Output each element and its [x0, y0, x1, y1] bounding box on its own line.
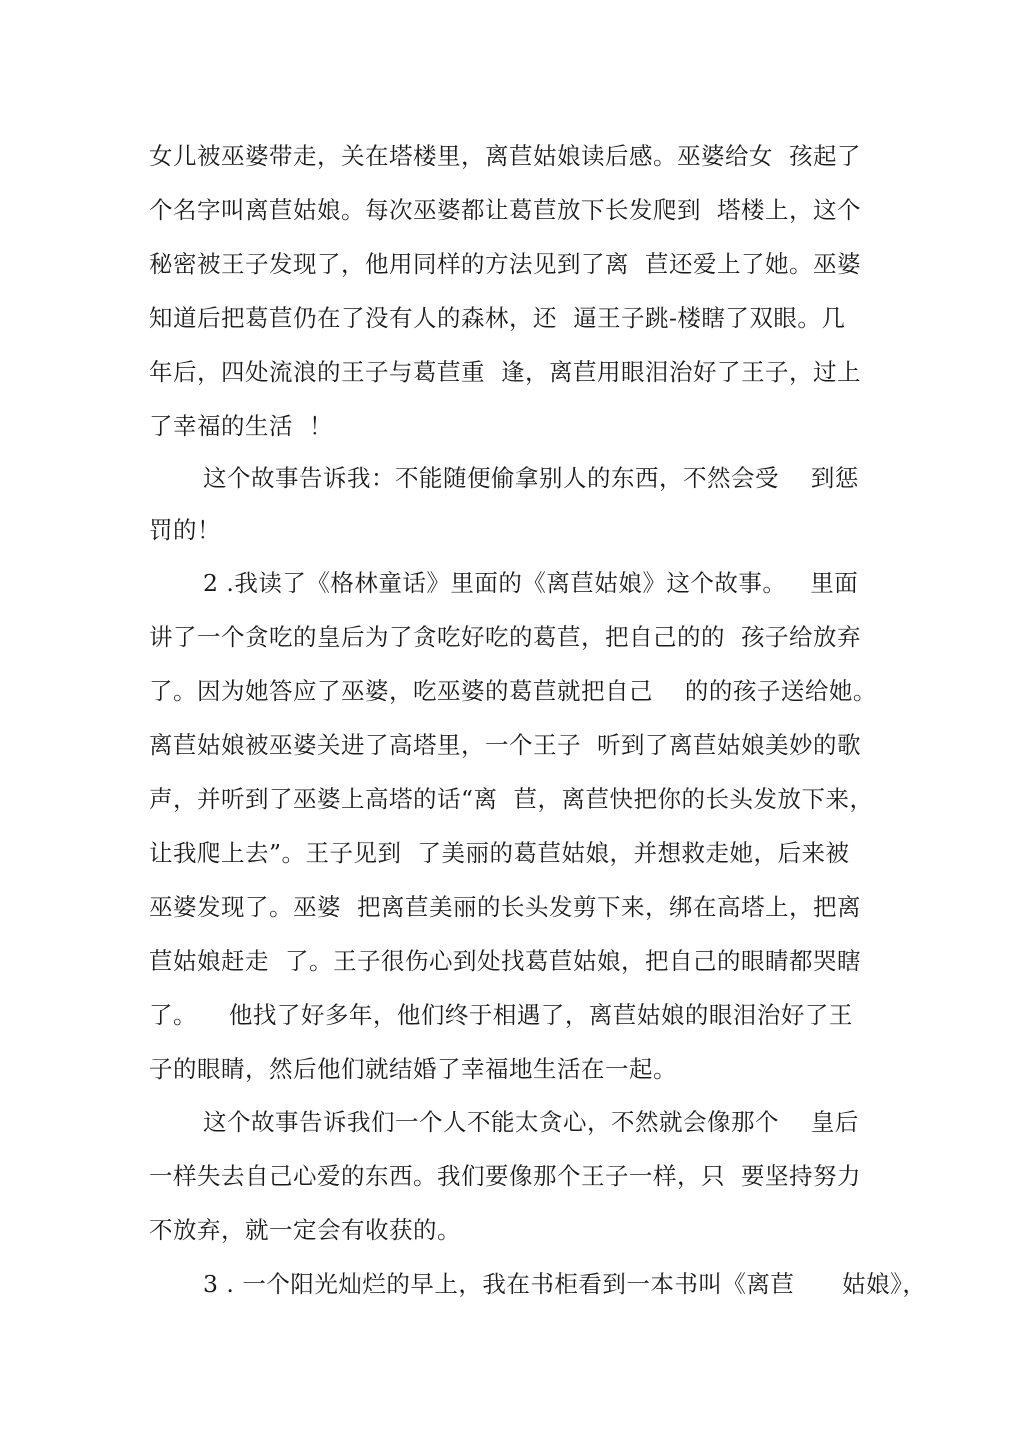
paragraph-3-line-1: 3 . 一个阳光灿烂的早上，我在书柜看到一本书叫《离苣 姑娘》， [203, 1270, 927, 1298]
paragraph-2-line-10: 子的眼睛，然后他们就结婚了幸福地生活在一起。 [149, 1055, 677, 1083]
paragraph-2-line-4: 离苣姑娘被巫婆关进了高塔里，一个王子 听到了离苣姑娘美妙的歌 [149, 731, 861, 759]
paragraph-2-line-1: 2 .我读了《格林童话》里面的《离苣姑娘》这个故事。 里面 [203, 569, 859, 597]
text-line-1: 女儿被巫婆带走，关在塔楼里，离苣姑娘读后感。巫婆给女 孩起了 [149, 142, 861, 170]
paragraph-moral-1-line-2: 罚的！ [149, 516, 221, 544]
paragraph-moral-2-line-1: 这个故事告诉我们一个人不能太贪心，不然就会像那个 皇后 [203, 1108, 859, 1136]
paragraph-2-line-6: 让我爬上去”。王子见到 了美丽的葛苣姑娘，并想救走她，后来被 [149, 839, 850, 867]
paragraph-2-line-9: 了。 他找了好多年，他们终于相遇了，离苣姑娘的眼泪治好了王 [149, 1001, 853, 1029]
paragraph-2-line-8: 苣姑娘赶走 了。王子很伤心到处找葛苣姑娘，把自己的眼睛都哭瞎 [149, 947, 861, 975]
paragraph-2-line-3: 了。因为她答应了巫婆，吃巫婆的葛苣就把自己 的的孩子送给她。 [149, 677, 877, 705]
text-line-5: 年后，四处流浪的王子与葛苣重 逢，离苣用眼泪治好了王子，过上 [149, 358, 861, 386]
paragraph-moral-2-line-2: 一样失去自己心爱的东西。我们要像那个王子一样，只 要坚持努力 [149, 1162, 861, 1190]
paragraph-moral-2-line-3: 不放弃，就一定会有收获的。 [149, 1216, 461, 1244]
text-line-6: 了幸福的生活 ！ [149, 412, 333, 440]
text-line-4: 知道后把葛苣仍在了没有人的森林，还 逼王子跳-楼瞎了双眼。几 [149, 304, 846, 332]
paragraph-2-line-5: 声，并听到了巫婆上高塔的话“离 苣，离苣快把你的长头发放下来， [149, 785, 874, 813]
paragraph-2-line-2: 讲了一个贪吃的皇后为了贪吃好吃的葛苣，把自己的的 孩子给放弃 [149, 623, 861, 651]
text-line-2: 个名字叫离苣姑娘。每次巫婆都让葛苣放下长发爬到 塔楼上，这个 [149, 196, 861, 224]
text-line-3: 秘密被王子发现了，他用同样的方法见到了离 苣还爱上了她。巫婆 [149, 250, 861, 278]
paragraph-moral-1-line-1: 这个故事告诉我：不能随便偷拿别人的东西，不然会受 到惩 [203, 464, 859, 492]
paragraph-2-line-7: 巫婆发现了。巫婆 把离苣美丽的长头发剪下来，绑在高塔上，把离 [149, 893, 861, 921]
